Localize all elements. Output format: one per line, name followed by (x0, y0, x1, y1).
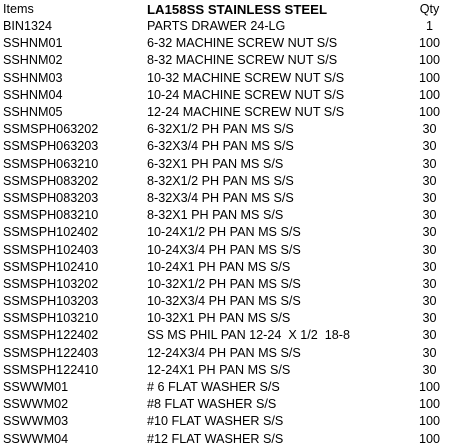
table-row (3, 362, 450, 379)
kit-title: LA158SS STAINLESS STEEL (147, 2, 328, 17)
table-row (3, 70, 450, 87)
item-qty: 30 (422, 190, 437, 205)
item-description: PARTS DRAWER 24-LG (147, 19, 286, 34)
table-row (3, 224, 450, 241)
parts-list (3, 18, 450, 448)
item-description: 10-24 MACHINE SCREW NUT S/S (147, 87, 345, 102)
item-qty: 30 (422, 311, 437, 326)
table-row (3, 293, 450, 310)
item-description: 6-32X1/2 PH PAN MS S/S (147, 122, 294, 137)
item-qty: 100 (418, 53, 440, 68)
item-description: 6-32 MACHINE SCREW NUT S/S (147, 36, 338, 51)
item-code: SSMSPH122402 (3, 328, 99, 343)
table-row (3, 259, 450, 276)
item-code: SSWWM02 (3, 397, 69, 412)
item-description: 10-32X1/2 PH PAN MS S/S (147, 276, 301, 291)
items-column-header: Items (3, 2, 34, 16)
item-code: SSMSPH103203 (3, 294, 99, 309)
item-description: 12-24X3/4 PH PAN MS S/S (147, 345, 301, 360)
item-code: SSHNM05 (3, 105, 63, 120)
item-code: SSMSPH063210 (3, 156, 99, 171)
item-description: 10-24X1 PH PAN MS S/S (147, 259, 291, 274)
item-code: SSMSPH063202 (3, 122, 99, 137)
item-code: SSWWM03 (3, 414, 69, 429)
item-description: 10-32X3/4 PH PAN MS S/S (147, 294, 301, 309)
item-code: SSHNM03 (3, 70, 63, 85)
item-qty: 100 (418, 431, 440, 446)
item-description: 10-32 MACHINE SCREW NUT S/S (147, 70, 345, 85)
table-row (3, 18, 450, 35)
table-row (3, 276, 450, 293)
item-code: SSMSPH083210 (3, 208, 99, 223)
qty-column-header: Qty (419, 2, 440, 16)
table-row (3, 413, 450, 430)
item-code: SSMSPH083203 (3, 190, 99, 205)
item-qty: 100 (418, 87, 440, 102)
table-row (3, 241, 450, 258)
item-qty: 100 (418, 105, 440, 120)
item-code: SSWWM04 (3, 431, 69, 446)
item-qty: 30 (422, 225, 437, 240)
item-qty: 100 (418, 414, 440, 429)
item-description: 10-24X3/4 PH PAN MS S/S (147, 242, 301, 257)
table-row (3, 310, 450, 327)
item-qty: 100 (418, 70, 440, 85)
item-code: SSHNM01 (3, 36, 63, 51)
item-description: 10-32X1 PH PAN MS S/S (147, 311, 291, 326)
item-description: 10-24X1/2 PH PAN MS S/S (147, 225, 301, 240)
table-row (3, 52, 450, 69)
item-qty: 30 (422, 156, 437, 171)
item-description: 6-32X3/4 PH PAN MS S/S (147, 139, 294, 154)
item-description: 6-32X1 PH PAN MS S/S (147, 156, 284, 171)
item-description: #10 FLAT WASHER S/S (147, 414, 284, 429)
item-qty: 30 (422, 173, 437, 188)
item-code: SSMSPH063203 (3, 139, 99, 154)
item-description: 12-24X1 PH PAN MS S/S (147, 362, 291, 377)
item-code: BIN1324 (3, 19, 53, 34)
item-qty: 30 (422, 242, 437, 257)
item-code: SSMSPH102403 (3, 242, 99, 257)
header-row (3, 1, 450, 18)
item-qty: 30 (422, 345, 437, 360)
item-qty: 30 (422, 139, 437, 154)
item-qty: 1 (425, 19, 433, 34)
table-row (3, 121, 450, 138)
table-row (3, 396, 450, 413)
table-row (3, 156, 450, 173)
item-description: # 6 FLAT WASHER S/S (147, 380, 280, 395)
item-code: SSMSPH102402 (3, 225, 99, 240)
item-qty: 100 (418, 397, 440, 412)
table-row (3, 207, 450, 224)
item-qty: 30 (422, 208, 437, 223)
item-code: SSMSPH122403 (3, 345, 99, 360)
item-description: 8-32X1 PH PAN MS S/S (147, 208, 284, 223)
item-qty: 30 (422, 122, 437, 137)
item-qty: 30 (422, 328, 437, 343)
item-description: 12-24 MACHINE SCREW NUT S/S (147, 105, 345, 120)
item-code: SSHNM04 (3, 87, 63, 102)
item-qty: 30 (422, 294, 437, 309)
item-qty: 30 (422, 259, 437, 274)
item-code: SSMSPH122410 (3, 362, 99, 377)
item-qty: 100 (418, 36, 440, 51)
item-description: SS MS PHIL PAN 12-24 X 1/2 18-8 (147, 328, 350, 343)
item-code: SSHNM02 (3, 53, 63, 68)
table-row (3, 327, 450, 344)
table-row (3, 379, 450, 396)
item-code: SSMSPH102410 (3, 259, 99, 274)
item-description: 8-32X1/2 PH PAN MS S/S (147, 173, 294, 188)
item-description: 8-32 MACHINE SCREW NUT S/S (147, 53, 338, 68)
item-qty: 30 (422, 276, 437, 291)
item-code: SSMSPH103202 (3, 276, 99, 291)
table-row (3, 104, 450, 121)
item-description: 8-32X3/4 PH PAN MS S/S (147, 190, 294, 205)
table-row (3, 431, 450, 448)
item-description: #8 FLAT WASHER S/S (147, 397, 277, 412)
item-code: SSWWM01 (3, 380, 69, 395)
item-description: #12 FLAT WASHER S/S (147, 431, 284, 446)
table-row (3, 87, 450, 104)
table-row (3, 35, 450, 52)
table-row (3, 173, 450, 190)
item-qty: 30 (422, 362, 437, 377)
table-row (3, 190, 450, 207)
item-code: SSMSPH083202 (3, 173, 99, 188)
table-row (3, 345, 450, 362)
item-code: SSMSPH103210 (3, 311, 99, 326)
item-qty: 100 (418, 380, 440, 395)
table-row (3, 138, 450, 155)
